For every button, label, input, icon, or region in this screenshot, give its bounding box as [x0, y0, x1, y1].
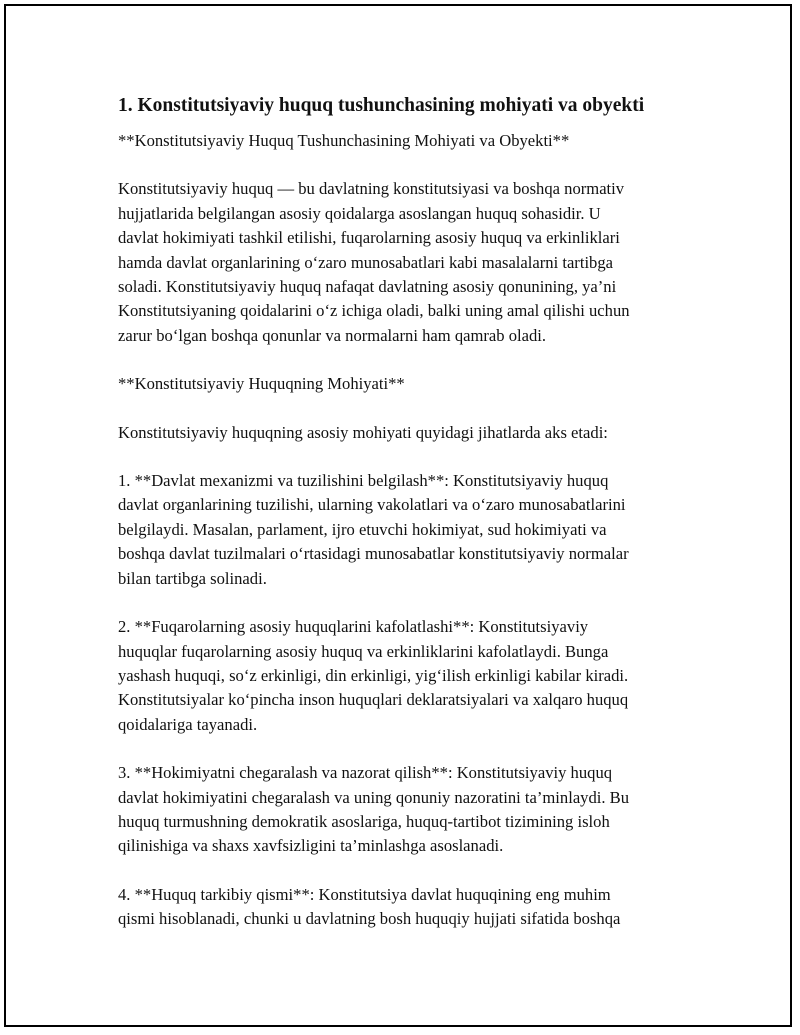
- lead-in-paragraph: Konstitutsiyaviy huquqning asosiy mohiyati quyidagi jihatlarda aks etadi:: [118, 422, 608, 442]
- subsection-heading-paragraph: **Konstitutsiyaviy Huquqning Mohiyati**: [118, 374, 405, 394]
- list-item-3-paragraph: 3. **Hokimiyatni chegaralash va nazorat qilish**: Konstitutsiyaviy huquq davlat hokimiyatini chegaralash va uning qonuniy nazoratini ta’minlaydi. Bu huquq turmushning demokratik asoslariga, huquq-tartibot tizimining isloh qilinishiga va shaxs xavfsizligini ta’minlashga asoslanadi.: [118, 763, 630, 856]
- document-body: [118, 93, 698, 956]
- list-item-4-paragraph: 4. **Huquq tarkibiy qismi**: Konstitutsiya davlat huquqining eng muhim qismi hisoblanadi, chunki u davlatning bosh huquqiy hujjati sifatida boshqa: [118, 884, 621, 929]
- intro-paragraph: Konstitutsiyaviy huquq — bu davlatning konstitutsiyasi va boshqa normativ hujjatlarida belgilangan asosiy qoidalarga asoslangan huquq sohasidir. U davlat hokimiyati tashkil etilishi, fuqarolarning asosiy huquq va erkinliklari hamda davlat organlarining o‘zaro munosabatlari kabi masalalarni tartibga soladi. Konstitutsiyaviy huquq nafaqat davlatning asosiy qonunining, ya’ni Konstitutsiyaning qoidalarini o‘z ichiga oladi, balki uning amal qilishi uchun zarur bo‘lgan boshqa qonunlar va normalarni ham qamrab oladi.: [118, 179, 630, 345]
- document-title: 1. Konstitutsiyaviy huquq tushunchasining mohiyati va obyekti: [118, 95, 645, 116]
- list-item-1-paragraph: 1. **Davlat mexanizmi va tuzilishini belgilash**: Konstitutsiyaviy huquq davlat organlarining tuzilishi, ularning vakolatlari va o‘zaro munosabatlarini belgilaydi. Masalan, parlament, ijro etuvchi hokimiyat, sud hokimiyati va boshqa davlat tuzilmalari o‘rtasidagi munosabatlar konstitutsiyaviy normalar bilan tartibga solinadi.: [118, 471, 629, 588]
- section-heading-paragraph: **Konstitutsiyaviy Huquq Tushunchasining Mohiyati va Obyekti**: [118, 131, 570, 150]
- list-item-2-paragraph: 2. **Fuqarolarning asosiy huquqlarini kafolatlashi**: Konstitutsiyaviy huquqlar fuqarolarning asosiy huquq va erkinliklarini kafolatlaydi. Bunga yashash huquqi, so‘z erkinligi, din erkinligi, yig‘ilish erkinligi kabilar kiradi. Konstitutsiyalar ko‘pincha inson huquqlari deklaratsiyalari va xalqaro huquq qoidalariga tayanadi.: [118, 617, 629, 734]
